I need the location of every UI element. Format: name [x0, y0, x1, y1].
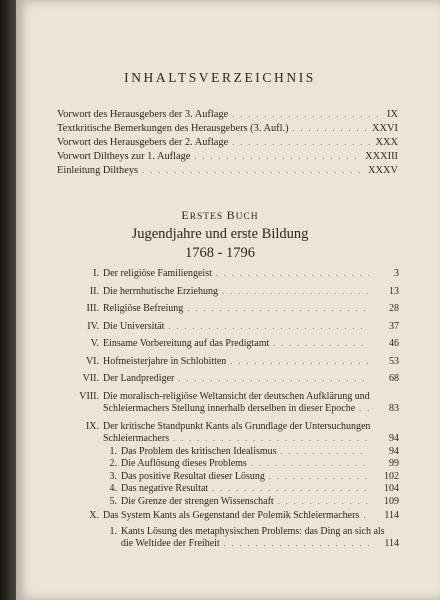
front-entry: Vorwort des Herausgebers der 2. Auflage . . . XXX [57, 136, 398, 150]
chapter-entry: VIII. Die moralisch-religiöse Weltansicht der deutschen Aufklärung und [79, 390, 370, 402]
chapter-entry: VI. Hofmeisterjahre in Schlobitten . . . 53 [57, 356, 399, 369]
subsection-entry: 3. Das positive Resultat dieser Lösung . . . 102 [57, 471, 399, 484]
book-years: 1768 - 1796 [184, 245, 256, 261]
chapter-entry-cont: Schleiermachers Stellung innerhalb derselben in dieser Epoche . . . 83 [57, 403, 399, 416]
chapter-list [57, 265, 399, 551]
book-heading: ERSTES BUCH [181, 208, 259, 222]
subsection-entry-cont: die Weltidee der Freiheit . . . 114 [57, 538, 399, 551]
subsection-entry: 2. Die Auflösung dieses Problems . . . 99 [57, 458, 399, 471]
chapter-entry: VII. Der Landprediger . . . 68 [57, 373, 399, 386]
book-gutter [0, 0, 16, 600]
front-entry: Vorwort des Herausgebers der 3. Auflage . . . IX [57, 108, 398, 122]
subsection-entry: 1. Das Problem des kritischen Idealismus . . . 94 [57, 446, 399, 459]
book-subtitle: Jugendjahre und erste Bildung [131, 226, 309, 242]
chapter-entry: IV. Die Universität . . . 37 [57, 321, 399, 334]
front-entry: Vorwort Diltheys zur 1. Auflage . . . XXXIII [57, 150, 398, 164]
subsection-entry: 4. Das negative Resultat . . . 104 [57, 483, 399, 496]
chapter-entry-cont: Schleiermachers . . . 94 [57, 433, 399, 446]
chapter-entry: X. Das System Kants als Gegenstand der Polemik Schleiermachers . . . 114 [57, 510, 399, 523]
chapter-entry: IX. Der kritische Standpunkt Kants als Grundlage der Untersuchungen [85, 420, 371, 432]
front-matter-list [57, 108, 398, 178]
subsection-entry: 5. Die Grenze der strengen Wissenschaft . . . 109 [57, 496, 399, 509]
chapter-entry: I. Der religiöse Familiengeist . . . 3 [57, 268, 399, 281]
chapter-entry: II. Die herrnhutische Erziehung . . . 13 [57, 286, 399, 299]
front-entry: Einleitung Diltheys . . . XXXV [57, 164, 398, 178]
front-entry: Textkritische Bemerkungen des Herausgebers (3. Aufl.) . . . XXVI [57, 122, 398, 136]
page-title: INHALTSVERZEICHNIS [124, 70, 316, 85]
chapter-entry: V. Einsame Vorbereitung auf das Predigtamt . . . 46 [57, 338, 399, 351]
subsection-entry: 1. Kants Lösung des metaphysischen Problems: das Ding an sich als [109, 525, 385, 537]
chapter-entry: III. Religiöse Befreiung . . . 28 [57, 303, 399, 316]
